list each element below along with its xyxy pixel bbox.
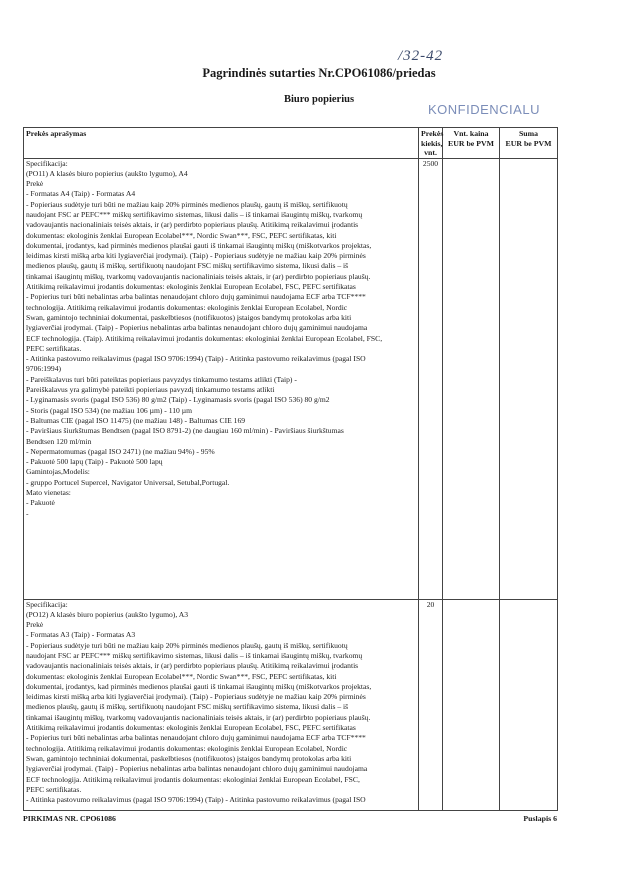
description-line: ECF technologija. (Taip). Atitikimą reikalavimui įrodantis dokumentas: ekologiniai ženklai European Ecolabel, FSC, (26, 333, 383, 343)
confidential-stamp: KONFIDENCIALU (428, 102, 540, 117)
col-sum-header-line: EUR be PVM (505, 138, 552, 148)
col-quantity-header-line: kiekis, (421, 138, 443, 148)
description-line: tinkamai išaugintų miškų, tvarkomų vadovaujantis nacionaliniais teisės aktais, ir (ar) perdirbto popieriaus plaušų. (26, 712, 371, 722)
description-line: (PO12) A klasės biuro popierius (aukšto lygumo), A3 (26, 609, 188, 619)
description-line: - Baltumas CIE (pagal ISO 11475) (ne mažiau 148) - Baltumas CIE 169 (26, 415, 246, 425)
page-footer (23, 814, 557, 823)
description-line: - Popieriaus sudėtyje turi būti ne mažiau kaip 20% pirminės medienos plaušų, gautų iš miškų, sertifikuotų (26, 640, 348, 650)
document-title: Pagrindinės sutarties Nr.CPO61086/priedas (202, 66, 436, 80)
table-row (24, 599, 558, 810)
description-line: lygiaverčiai įrodymai. (Taip) - Popierius nebalintas arba balintas nenaudojant chloro dujų gaminimui naudojama (26, 323, 368, 333)
description-line: Mato vienetas: (26, 488, 71, 497)
description-line: vadovaujantis nacionaliniais teisės aktais, ir (ar) perdirbto popieriaus plaušų. Atitikimą reikalavimui įrodantis (26, 220, 359, 230)
description-line: PEFC sertifikatas. (26, 343, 82, 353)
description-line: Prekė (26, 179, 44, 189)
description-line: - Popieriaus sudėtyje turi būti ne mažiau kaip 20% pirminės medienos plaušų, gautų iš miškų, sertifikuotų (26, 199, 348, 209)
description-line: Atitikimą reikalavimui įrodantis dokumentas: ekologinis ženklai European Ecolabel, FSC, PEFC sertifikatas (26, 723, 356, 733)
description-line: - Popierius turi būti nebalintas arba balintas nenaudojant chloro dujų gaminimui naudojama ECF arba TCF**** (26, 292, 366, 302)
item-unit-price-cell (443, 599, 500, 810)
description-line: medienos plaušų, gautų iš miškų, sertifikuotų naudojant FSC miškų sertifikavimo sistema, likusi dalis – iš (26, 702, 349, 712)
description-line: naudojant FSC ar PEFC*** miškų sertifikavimo sistemas, likusi dalis – iš tinkamai išaugintų miškų, tvarkomų (26, 209, 363, 219)
item-sum-cell (500, 599, 558, 810)
description-line: - Paviršiaus šiurkštumas Bendtsen (pagal ISO 8791-2) (ne daugiau 160 ml/min) - Paviršiaus šiurkštumas (26, 426, 344, 436)
description-line: Gamintojas,Modelis: (26, 467, 90, 477)
col-sum-header-line: Suma (518, 129, 539, 138)
item-quantity-cell: 2500 (419, 158, 443, 599)
description-line: Pareiškalavus yra galimybė pateikti popieriaus pavyzdį tinkamumo testams atlikti (26, 385, 275, 395)
col-quantity-header-line: Prekės (421, 129, 444, 138)
col-unit-price-header-line: Vnt. kaina (453, 129, 489, 138)
description-line: dokumentai, įrodantys, kad pirminės medienos plaušai gauti iš tinkamai išaugintų miškų (miškotvarkos projektas, (26, 681, 372, 691)
description-line: Swan, gamintojo techniniai dokumentai, paskelbtiesos (notifikuotos) įstaigos bandymų protokolas arba kiti (26, 753, 352, 763)
col-quantity-header (419, 128, 443, 159)
col-quantity-header-line: vnt. (424, 148, 437, 157)
description-line: Specifikacija: (26, 158, 68, 168)
items-table (23, 127, 558, 811)
item-quantity-cell: 20 (419, 599, 443, 810)
item-unit-price-cell (443, 158, 500, 599)
description-line: - Atitinka pastovumo reikalavimus (pagal ISO 9706:1994) (Taip) - Atitinka pastovumo reikalavimus (pagal ISO (26, 795, 366, 805)
description-line: - gruppo Portucel Supercel, Navigator Universal, Setubal,Portugal. (26, 477, 230, 487)
description-line: dokumentas: ekologinis ženklai European Ecolabel***, Nordic Swan***, FSC, PEFC sertifikatas, kiti (26, 230, 337, 240)
description-line: Atitikimą reikalavimui įrodantis dokumentas: ekologinis ženklai European Ecolabel, FSC, PEFC sertifikatas (26, 282, 356, 292)
description-line: - Popierius turi būti nebalintas arba balintas nenaudojant chloro dujų gaminimui naudojama ECF arba TCF**** (26, 733, 366, 743)
footer-procurement-number: PIRKIMAS NR. CPO61086 (23, 814, 116, 823)
description-line: Swan, gamintojo techniniai dokumentai, paskelbtiesos (notifikuotos) įstaigos bandymų protokolas arba kiti (26, 312, 352, 322)
description-line: naudojant FSC ar PEFC*** miškų sertifikavimo sistemas, likusi dalis – iš tinkamai išaugintų miškų, tvarkomų (26, 650, 363, 660)
description-line: Bendtsen 120 ml/min (26, 436, 92, 446)
col-unit-price-header (443, 128, 500, 159)
description-line: - Atitinka pastovumo reikalavimus (pagal ISO 9706:1994) (Taip) - Atitinka pastovumo reikalavimus (pagal ISO (26, 354, 366, 364)
description-line: vadovaujantis nacionaliniais teisės aktais, ir (ar) perdirbto popieriaus plaušų. Atitikimą reikalavimui įrodantis (26, 661, 359, 671)
description-line: ECF technologija. Atitikimą reikalavimui įrodantis dokumentas: ekologiniai ženklai European Ecolabel, FSC, (26, 774, 360, 784)
description-line: - Pakuotė (26, 498, 55, 508)
description-line: - Pakuotė 500 lapų (Taip) - Pakuotė 500 lapų (26, 457, 163, 467)
description-line: leidimas kirsti mišką arba kiti lygiaverčiai įrodymai). (Taip) - Popieriaus sudėtyje ne mažiau kaip 20% pirminės (26, 251, 366, 261)
description-line: Prekė (26, 620, 44, 630)
col-sum-header (500, 128, 558, 159)
description-line: medienos plaušų, gautų iš miškų, sertifikuotų naudojant FSC miškų sertifikavimo sistema, likusi dalis – iš (26, 261, 349, 271)
description-line: dokumentai, įrodantys, kad pirminės medienos plaušai gauti iš tinkamai išaugintų miškų (miškotvarkos projektas, (26, 240, 372, 250)
description-line: technologija. Atitikimą reikalavimui įrodantis dokumentas: ekologinis ženklai European Ecolabel, Nordic (26, 302, 348, 312)
description-line: (PO11) A klasės biuro popierius (aukšto lygumo), A4 (26, 168, 188, 178)
description-line: - Storis (pagal ISO 534) (ne mažiau 106 µm) - 110 µm (26, 405, 193, 415)
item-sum-cell (500, 158, 558, 599)
description-line: - Lyginamasis svoris (pagal ISO 536) 80 g/m2 (Taip) - Lyginamasis svoris (pagal ISO 536) 80 g/m2 (26, 395, 330, 405)
description-line: - Formatas A3 (Taip) - Formatas A3 (26, 630, 136, 640)
table-header-row (24, 128, 558, 159)
description-line: Specifikacija: (26, 599, 68, 609)
handwritten-note: /32-42 (398, 48, 444, 64)
description-line: - Formatas A4 (Taip) - Formatas A4 (26, 189, 136, 199)
col-description-header: Prekės aprašymas (24, 128, 419, 159)
col-unit-price-header-line: EUR be PVM (448, 138, 494, 148)
item-description-cell (24, 158, 419, 599)
description-line: dokumentas: ekologinis ženklai European Ecolabel***, Nordic Swan***, FSC, PEFC sertifikatas, kiti (26, 671, 337, 681)
item-description-cell (24, 599, 419, 810)
description-line: 9706:1994) (26, 364, 62, 374)
description-line: lygiaverčiai įrodymai. (Taip) - Popierius nebalintas arba balintas nenaudojant chloro dujų gaminimui naudojama (26, 764, 368, 774)
table-row (24, 158, 558, 599)
description-line: leidimas kirsti mišką arba kiti lygiaverčiai įrodymai). (Taip) - Popieriaus sudėtyje ne mažiau kaip 20% pirminės (26, 692, 366, 702)
description-line: - Nepermatomumas (pagal ISO 2471) (ne mažiau 94%) - 95% (26, 446, 215, 456)
description-line: - (26, 508, 29, 518)
description-line: tinkamai išaugintų miškų, tvarkomų vadovaujantis nacionaliniais teisės aktais, ir (ar) perdirbto popieriaus plaušų. (26, 271, 371, 281)
document-subtitle: Biuro popierius (283, 94, 355, 105)
footer-page-number: Puslapis 6 (523, 814, 557, 823)
description-line: technologija. Atitikimą reikalavimui įrodantis dokumentas: ekologinis ženklai European Ecolabel, Nordic (26, 743, 348, 753)
description-line: PEFC sertifikatas. (26, 784, 82, 794)
description-line: - Pareiškalavus turi būti pateiktas popieriaus pavyzdys tinkamumo testams atlikti (Taip) - (26, 374, 297, 384)
